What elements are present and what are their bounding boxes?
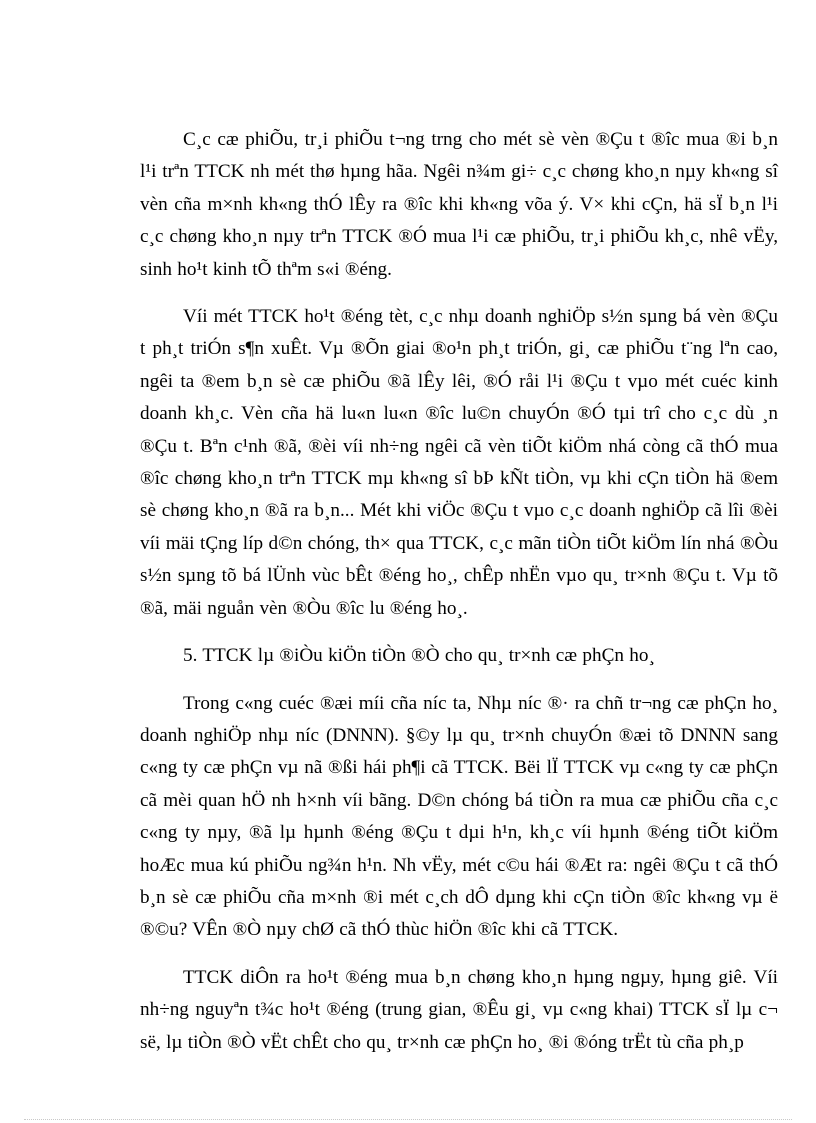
document-body — [140, 124, 778, 1074]
paragraph-investment-cycle: Víi mét TTCK ho¹t ®éng tèt, c¸c nhµ doanh nghiÖp s½n sµng bá vèn ®Çu t ph¸t triÓn s¶n xuÊt. Vµ ®Õn giai ®o¹n ph¸t triÓn, gi¸ cæ phiÕu t¨ng lªn cao, ngêi ta ®em b¸n sè cæ phiÕu ®ã lÊy lêi, ®Ó råi l¹i ®Çu t vµo mét cuéc kinh doanh kh¸c. Vèn cña hä lu«n lu«n ®îc lu©n chuyÓn ®Ó tµi trî cho c¸c dù ¸n ®Çu t. Bªn c¹nh ®ã, ®èi víi nh÷ng ngêi cã vèn tiÕt kiÖm nhá còng cã thÓ mua ®îc chøng kho¸n trªn TTCK mµ kh«ng sî bÞ kÑt tiÒn, vµ khi cÇn tiÒn hä ®em sè chøng kho¸n ®ã ra b¸n... Mét khi viÖc ®Çu t vµo c¸c doanh nghiÖp cã lîi ®èi víi mäi tÇng líp d©n chóng, th× qua TTCK, c¸c mãn tiÒn tiÕt kiÖm lín nhá ®Òu s½n sµng tõ bá lÜnh vùc bÊt ®éng ho¸, chÊp nhËn vµo qu¸ tr×nh ®Çu t. Vµ tõ ®ã, mäi nguån vèn ®Òu ®îc lu ®éng ho¸. — [140, 306, 778, 619]
section-heading-5: 5. TTCK lµ ®iÒu kiÖn tiÒn ®Ò cho qu¸ tr×nh cæ phÇn ho¸ — [183, 645, 655, 667]
page-bottom-divider — [24, 1119, 792, 1120]
paragraph-market-activity: TTCK diÔn ra ho¹t ®éng mua b¸n chøng kho¸n hµng ngµy, hµng giê. Víi nh÷ng nguyªn t¾c ho¹t ®éng (trung gian, ®Êu gi¸ vµ c«ng khai) TTCK sÏ lµ c¬ së, lµ tiÒn ®Ò vËt chÊt cho qu¸ tr×nh cæ phÇn ho¸ ®i ®óng trËt tù cña ph¸p — [140, 966, 778, 1053]
paragraph-stock-trading: C¸c cæ phiÕu, tr¸i phiÕu t¬ng trng cho mét sè vèn ®Çu t ®îc mua ®i b¸n l¹i trªn TTCK nh mét thø hµng hãa. Ngêi n¾m gi÷ c¸c chøng kho¸n nµy kh«ng sî vèn cña m×nh kh«ng thÓ lÊy ra ®îc khi kh«ng võa ý. V× khi cÇn, hä sÏ b¸n l¹i c¸c chøng kho¸n nµy trªn TTCK ®Ó mua l¹i cæ phiÕu, tr¸i phiÕu kh¸c, nhê vËy, sinh ho¹t kinh tÕ thªm s«i ®éng. — [140, 129, 778, 280]
paragraph-equitization: Trong c«ng cuéc ®æi míi cña níc ta, Nhµ níc ®· ra chñ tr¬ng cæ phÇn ho¸ doanh nghiÖp nhµ níc (DNNN). §©y lµ qu¸ tr×nh chuyÓn ®æi tõ DNNN sang c«ng ty cæ phÇn vµ nã ®ßi hái ph¶i cã TTCK. Bëi lÏ TTCK vµ c«ng ty cæ phÇn cã mèi quan hÖ nh h×nh víi bãng. D©n chóng bá tiÒn ra mua cæ phiÕu cña c¸c c«ng ty nµy, ®ã lµ hµnh ®éng ®Çu t dµi h¹n, kh¸c víi hµnh ®éng tiÕt kiÖm hoÆc mua kú phiÕu ng¾n h¹n. Nh vËy, mét c©u hái ®Æt ra: ngêi ®Çu t cã thÓ b¸n sè cæ phiÕu cña m×nh ®i mét c¸ch dÔ dµng khi cÇn tiÒn ®îc kh«ng vµ ë ®©u? VÊn ®Ò nµy chØ cã thÓ thùc hiÖn ®îc khi cã TTCK. — [140, 692, 778, 941]
